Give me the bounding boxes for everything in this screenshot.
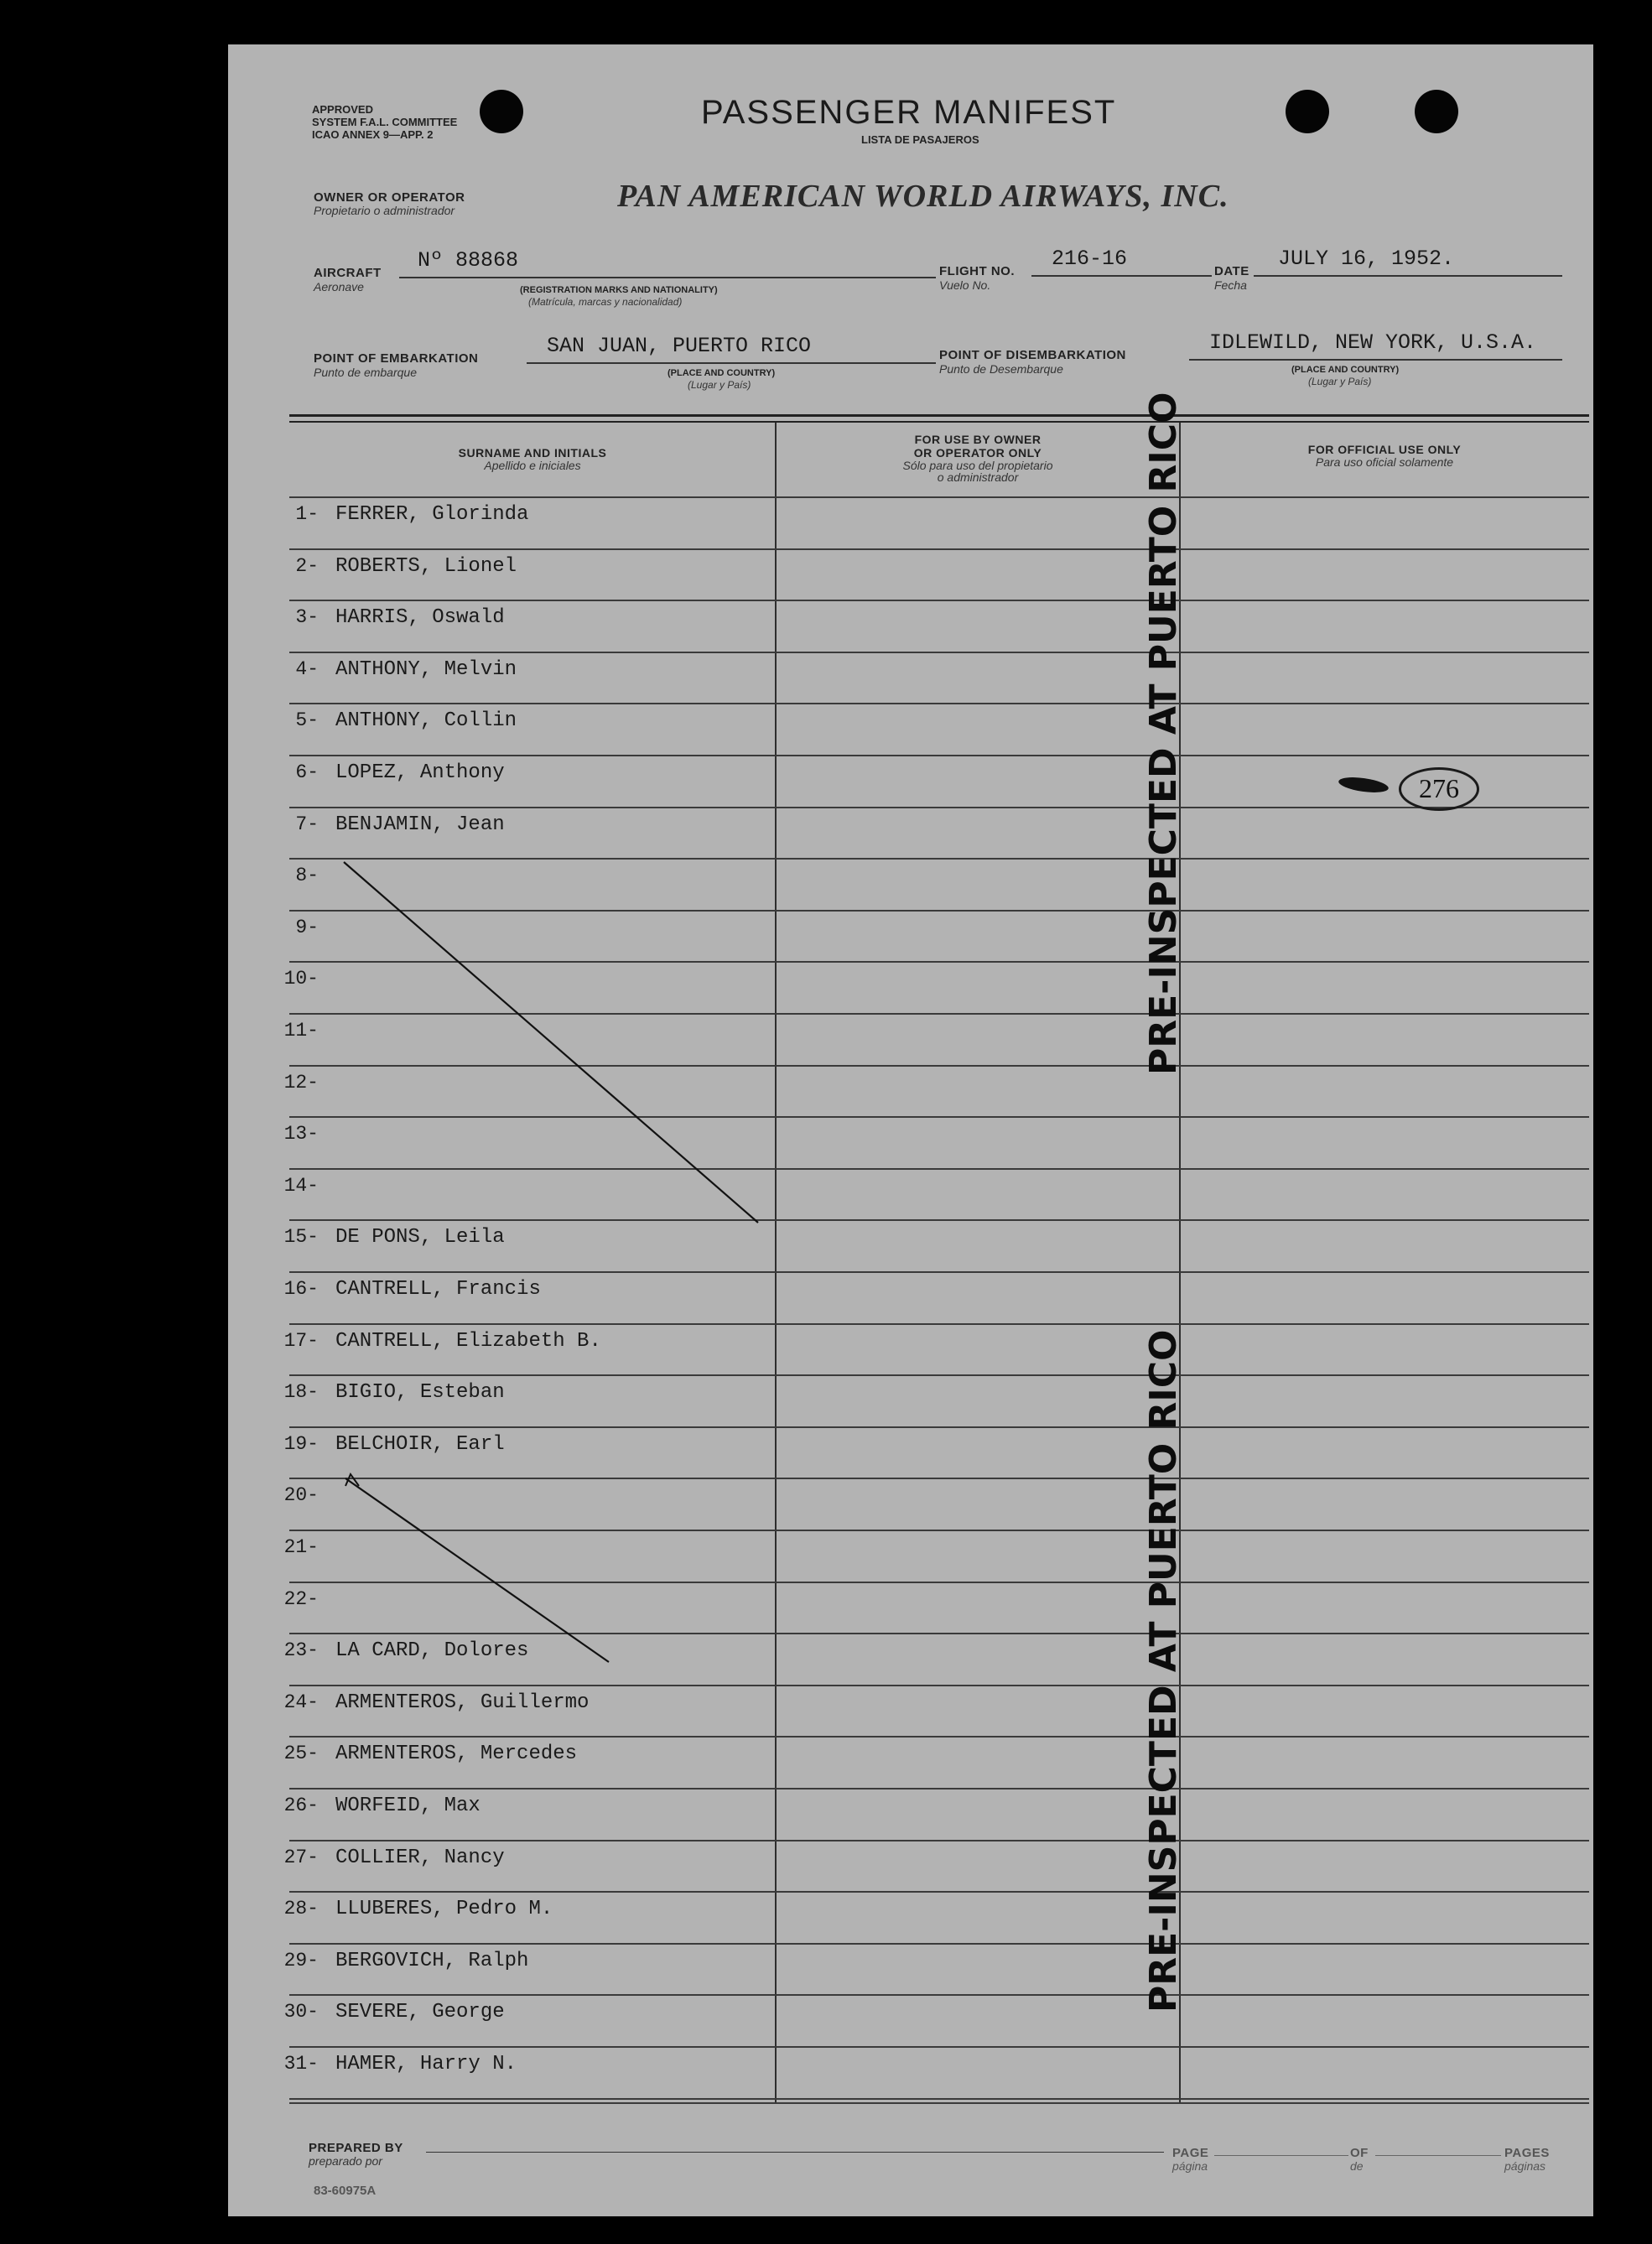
passenger-name: ANTHONY, Collin xyxy=(335,709,517,733)
row-number: 7- xyxy=(295,813,319,835)
row-number: 11- xyxy=(283,1020,319,1041)
row-number: 25- xyxy=(283,1743,319,1765)
row-number: 31- xyxy=(283,2053,319,2075)
passenger-name: ROBERTS, Lionel xyxy=(335,554,517,578)
row-number: 19- xyxy=(283,1432,319,1455)
approval-line-2: SYSTEM F.A.L. COMMITTEE xyxy=(312,116,458,128)
passenger-name: BENJAMIN, Jean xyxy=(335,813,505,836)
passenger-name: HAMER, Harry N. xyxy=(335,2053,517,2075)
embarkation-sub-2: (Lugar y País) xyxy=(688,379,751,391)
date-label: DATE xyxy=(1214,264,1249,278)
passenger-name: ARMENTEROS, Mercedes xyxy=(335,1743,578,1766)
row-number: 4- xyxy=(295,657,319,680)
embarkation-label-es: Punto de embarque xyxy=(314,366,417,379)
table-bottom-rule xyxy=(289,2102,1589,2104)
passenger-name: WORFEID, Max xyxy=(335,1795,481,1817)
of-label-es: de xyxy=(1350,2159,1364,2173)
embarkation-value: SAN JUAN, PUERTO RICO xyxy=(547,334,812,358)
aircraft-value: Nº 88868 xyxy=(418,248,519,273)
prepared-by-label-es: preparado por xyxy=(309,2154,382,2168)
aircraft-label-es: Aeronave xyxy=(314,280,364,293)
aircraft-sub-2: (Matrícula, marcas y nacionalidad) xyxy=(528,296,683,308)
disembarkation-label: POINT OF DISEMBARKATION xyxy=(939,348,1126,362)
row-number: 15- xyxy=(283,1226,319,1249)
passenger-name: HARRIS, Oswald xyxy=(335,606,505,630)
embarkation-label: POINT OF EMBARKATION xyxy=(314,351,479,366)
preinspected-stamp-1: PRE-INSPECTED AT PUERTO RICO xyxy=(1142,392,1185,1075)
preinspected-stamp-2: PRE-INSPECTED AT PUERTO RICO xyxy=(1142,1329,1185,2013)
date-label-es: Fecha xyxy=(1214,278,1247,292)
row-number: 14- xyxy=(283,1174,319,1197)
embarkation-sub-1: (PLACE AND COUNTRY) xyxy=(668,368,776,378)
row-number: 6- xyxy=(295,761,319,783)
row-number: 9- xyxy=(295,916,319,938)
row-number: 21- xyxy=(283,1536,319,1558)
page-title: PASSENGER MANIFEST xyxy=(701,94,1117,131)
aircraft-label: AIRCRAFT xyxy=(314,266,382,280)
flight-value: 216-16 xyxy=(1052,247,1128,271)
column-header-official-use-es: Para uso oficial solamente xyxy=(1315,455,1454,469)
strike-line xyxy=(345,1478,609,1662)
page-label-es: página xyxy=(1172,2159,1208,2173)
approval-line-1: APPROVED xyxy=(312,103,373,116)
row-number: 27- xyxy=(283,1846,319,1868)
prepared-by-line xyxy=(426,2152,1164,2153)
disembarkation-sub-2: (Lugar y País) xyxy=(1308,376,1372,387)
row-number: 23- xyxy=(283,1639,319,1662)
passenger-name: SEVERE, George xyxy=(335,2001,505,2024)
strike-line xyxy=(344,862,758,1223)
row-number: 20- xyxy=(283,1484,319,1507)
page-title-es: LISTA DE PASAJEROS xyxy=(861,133,979,146)
row-number: 18- xyxy=(283,1381,319,1404)
official-number-oval: 276 xyxy=(1399,767,1479,811)
pages-label-es: páginas xyxy=(1504,2159,1546,2173)
row-number: 29- xyxy=(283,1949,319,1971)
column-header-surname-label: SURNAME AND INITIALS xyxy=(458,446,607,460)
column-header-owner-use-es2: o administrador xyxy=(937,470,1019,484)
row-number: 28- xyxy=(283,1898,319,1920)
date-value: JULY 16, 1952. xyxy=(1278,247,1455,271)
row-number: 22- xyxy=(283,1587,319,1610)
row-number: 12- xyxy=(283,1071,319,1093)
of-label: OF xyxy=(1350,2146,1369,2160)
passenger-name: BIGIO, Esteban xyxy=(335,1381,505,1405)
aircraft-sub-1: (REGISTRATION MARKS AND NATIONALITY) xyxy=(520,285,718,295)
flight-label: FLIGHT NO. xyxy=(939,264,1015,278)
row-number: 30- xyxy=(283,2001,319,2023)
prepared-by-label: PREPARED BY xyxy=(309,2141,403,2155)
pages-label: PAGES xyxy=(1504,2146,1550,2160)
passenger-name: LLUBERES, Pedro M. xyxy=(335,1898,553,1921)
disembarkation-sub-1: (PLACE AND COUNTRY) xyxy=(1291,365,1400,375)
column-header-owner-use-l2: OR OPERATOR ONLY xyxy=(913,446,1042,460)
row-number: 2- xyxy=(295,554,319,577)
passenger-name: LOPEZ, Anthony xyxy=(335,761,505,784)
passenger-name: CANTRELL, Francis xyxy=(335,1278,541,1301)
passenger-name: LA CARD, Dolores xyxy=(335,1639,529,1663)
disembarkation-value: IDLEWILD, NEW YORK, U.S.A. xyxy=(1209,330,1537,355)
page-label: PAGE xyxy=(1172,2146,1209,2160)
row-number: 5- xyxy=(295,709,319,732)
column-header-owner-use-l1: FOR USE BY OWNER xyxy=(914,433,1042,446)
passenger-name: ARMENTEROS, Guillermo xyxy=(335,1691,590,1714)
row-number: 13- xyxy=(283,1123,319,1145)
row-number: 10- xyxy=(283,968,319,990)
owner-label-es: Propietario o administrador xyxy=(314,204,455,217)
column-header-surname-es: Apellido e iniciales xyxy=(484,459,581,472)
passenger-name: BERGOVICH, Ralph xyxy=(335,1949,529,1972)
owner-label: OWNER OR OPERATOR xyxy=(314,190,465,205)
row-number: 24- xyxy=(283,1691,319,1713)
of-line xyxy=(1375,2155,1501,2156)
passenger-name: COLLIER, Nancy xyxy=(335,1846,505,1869)
row-number: 3- xyxy=(295,606,319,629)
column-header-owner-use-es1: Sólo para uso del propietario xyxy=(902,459,1053,472)
row-number: 26- xyxy=(283,1795,319,1816)
page-line xyxy=(1214,2155,1348,2156)
disembarkation-label-es: Punto de Desembarque xyxy=(939,362,1063,376)
passenger-name: CANTRELL, Elizabeth B. xyxy=(335,1329,601,1353)
row-number: 17- xyxy=(283,1329,319,1352)
column-header-official-use-label: FOR OFFICIAL USE ONLY xyxy=(1307,443,1462,456)
row-number: 1- xyxy=(295,503,319,525)
passenger-name: BELCHOIR, Earl xyxy=(335,1432,505,1456)
row-number: 16- xyxy=(283,1278,319,1300)
passenger-name: DE PONS, Leila xyxy=(335,1226,505,1249)
row-number: 8- xyxy=(295,865,319,887)
passenger-name: FERRER, Glorinda xyxy=(335,503,529,526)
flight-label-es: Vuelo No. xyxy=(939,278,991,292)
owner-value: PAN AMERICAN WORLD AIRWAYS, INC. xyxy=(617,179,1229,214)
approval-line-3: ICAO ANNEX 9—APP. 2 xyxy=(312,128,434,141)
passenger-name: ANTHONY, Melvin xyxy=(335,657,517,681)
form-number: 83-60975A xyxy=(314,2184,377,2198)
